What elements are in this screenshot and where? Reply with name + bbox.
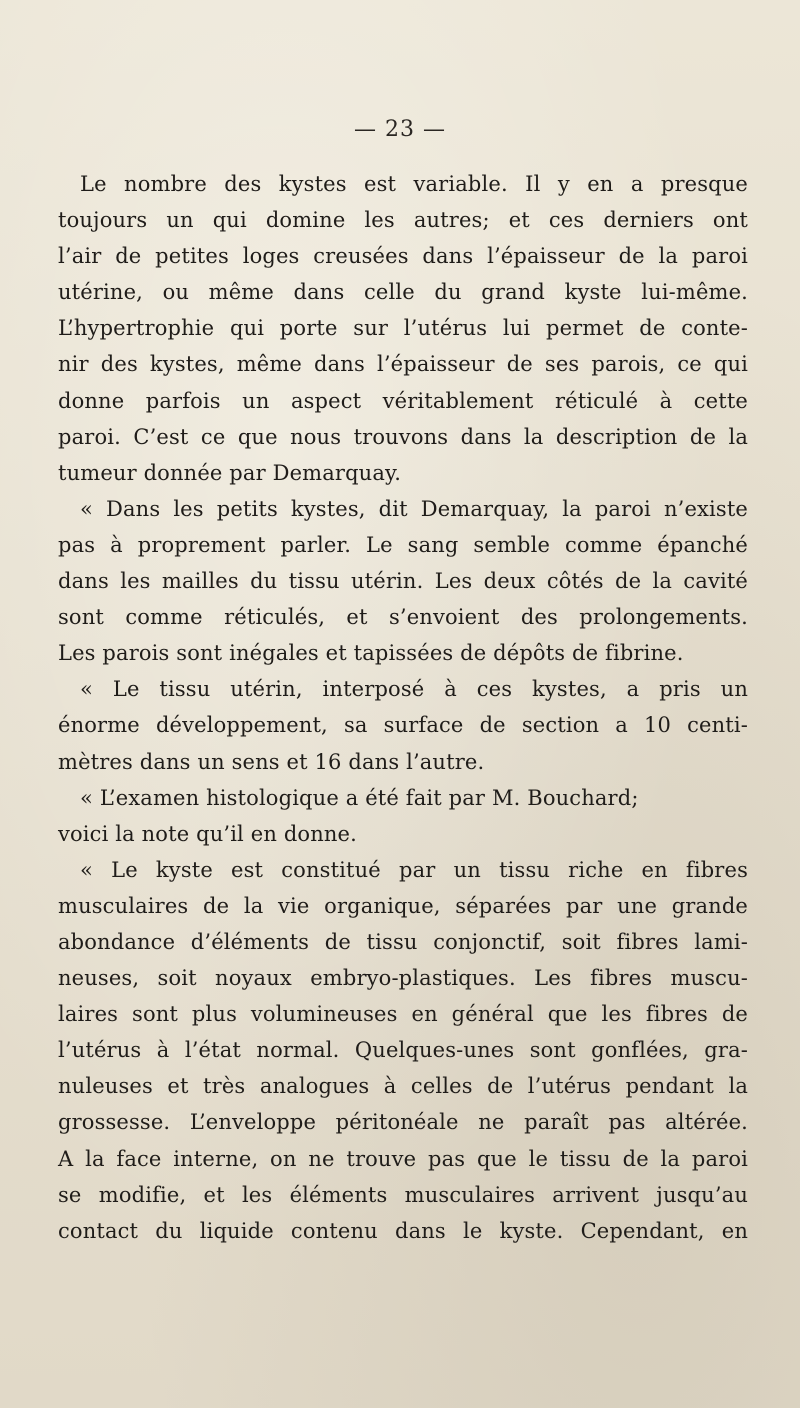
text-line: toujours un qui domine les autres; et ces derniers ont	[58, 208, 748, 233]
body-text	[58, 166, 748, 1249]
text-line: abondance d’éléments de tissu conjonctif, soit fibres lami-	[58, 929, 748, 954]
text-line: Les parois sont inégales et tapissées de dépôts de fibrine.	[58, 641, 684, 666]
text-line: pas à proprement parler. Le sang semble comme épanché	[58, 532, 748, 557]
text-line: A la face interne, on ne trouve pas que le tissu de la paroi	[58, 1146, 748, 1171]
text-line: tumeur donnée par Demarquay.	[58, 460, 402, 485]
text-line: contact du liquide contenu dans le kyste. Cependant, en	[58, 1218, 748, 1243]
text-line: « Le tissu utérin, interposé à ces kystes, a pris un	[80, 677, 748, 702]
text-line: « Dans les petits kystes, dit Demarquay, la paroi n’existe	[80, 496, 748, 521]
page-number: — 23 —	[354, 117, 446, 142]
text-line: mètres dans un sens et 16 dans l’autre.	[58, 749, 485, 774]
text-line: l’utérus à l’état normal. Quelques-unes sont gonflées, gra-	[58, 1038, 748, 1063]
text-line: Le nombre des kystes est variable. Il y en a presque	[80, 172, 748, 196]
text-line: donne parfois un aspect véritablement réticulé à cette	[58, 388, 748, 413]
text-line: musculaires de la vie organique, séparées par une grande	[58, 893, 748, 918]
text-line: se modifie, et les éléments musculaires arrivent jusqu’au	[58, 1182, 748, 1207]
text-line: nir des kystes, même dans l’épaisseur de ses parois, ce qui	[58, 352, 748, 377]
text-line: énorme développement, sa surface de section a 10 centi-	[58, 713, 748, 738]
text-line: dans les mailles du tissu utérin. Les deux côtés de la cavité	[58, 569, 748, 594]
text-line: grossesse. L’enveloppe péritonéale ne paraît pas altérée.	[58, 1110, 748, 1135]
text-line: neuses, soit noyaux embryo-plastiques. Les fibres muscu-	[58, 966, 748, 991]
text-line: sont comme réticulés, et s’envoient des prolongements.	[58, 605, 748, 630]
text-line: laires sont plus volumineuses en général que les fibres de	[58, 1002, 748, 1027]
text-line: utérine, ou même dans celle du grand kyste lui-même.	[58, 280, 748, 305]
text-line: l’air de petites loges creusées dans l’épaisseur de la paroi	[58, 244, 748, 269]
text-line: nuleuses et très analogues à celles de l’utérus pendant la	[58, 1074, 748, 1099]
text-line: voici la note qu’il en donne.	[58, 821, 357, 846]
text-line: « Le kyste est constitué par un tissu riche en fibres	[80, 857, 748, 882]
text-line: L’hypertrophie qui porte sur l’utérus lui permet de conte-	[58, 316, 748, 341]
text-line: « L’examen histologique a été fait par M. Bouchard;	[80, 785, 639, 810]
text-line: paroi. C’est ce que nous trouvons dans la description de la	[58, 424, 748, 449]
